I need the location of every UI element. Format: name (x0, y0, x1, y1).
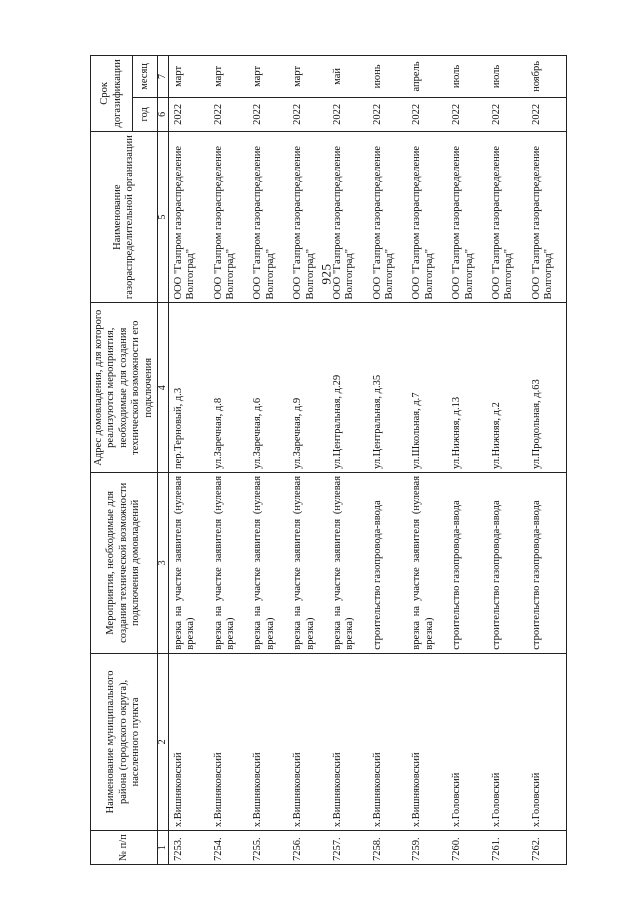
year-cell: 2022 (328, 97, 368, 131)
settlement-cell: х.Головский (447, 653, 487, 830)
table-row (407, 56, 447, 865)
row-number: 7257. (328, 831, 368, 865)
table-body (168, 56, 567, 865)
row-number: 7253. (168, 831, 208, 865)
header-measures: Мероприятия, необходимые для создания технической возможности подключения домовладений (91, 472, 158, 653)
column-number: 3 (157, 472, 168, 653)
month-cell: июнь (368, 56, 408, 98)
measure-cell: строительство газопровода-ввода (368, 472, 408, 653)
table-row (248, 56, 288, 865)
measure-cell: врезка на участке заявителя (нулевая врезка) (209, 472, 249, 653)
address-cell: ул.Нижняя, д.2 (487, 303, 527, 472)
header-address: Адрес домовладения, для которого реализуются мероприятия, необходимые для создания технической возможности его подключения (91, 303, 158, 472)
settlement-cell: х.Вишняковский (209, 653, 249, 830)
organization-cell: ООО "Газпром газораспределение Волгоград" (288, 131, 328, 303)
table-row (328, 56, 368, 865)
address-cell: ул.Заречная, д.9 (288, 303, 328, 472)
measure-cell: врезка на участке заявителя (нулевая врезка) (407, 472, 447, 653)
column-number: 1 (157, 831, 168, 865)
organization-cell: ООО "Газпром газораспределение Волгоград" (447, 131, 487, 303)
measure-cell: врезка на участке заявителя (нулевая врезка) (248, 472, 288, 653)
settlement-cell: х.Головский (527, 653, 567, 830)
header-settlement: Наименование муниципального района (городского округа), населенного пункта (91, 653, 158, 830)
month-cell: март (248, 56, 288, 98)
address-cell: ул.Заречная, д.6 (248, 303, 288, 472)
row-number: 7256. (288, 831, 328, 865)
table-row (288, 56, 328, 865)
year-cell: 2022 (168, 97, 208, 131)
settlement-cell: х.Вишняковский (288, 653, 328, 830)
month-cell: ноябрь (527, 56, 567, 98)
address-cell: ул.Центральная, д.35 (368, 303, 408, 472)
settlement-cell: х.Вишняковский (248, 653, 288, 830)
column-number: 7 (157, 56, 168, 98)
year-cell: 2022 (209, 97, 249, 131)
table-row (487, 56, 527, 865)
row-number: 7260. (447, 831, 487, 865)
address-cell: пер.Терновый, д.3 (168, 303, 208, 472)
address-cell: ул.Нижняя, д.13 (447, 303, 487, 472)
row-number: 7261. (487, 831, 527, 865)
column-number: 5 (157, 131, 168, 303)
settlement-cell: х.Вишняковский (407, 653, 447, 830)
header-organization: Наименование газораспределительной организации (91, 131, 158, 303)
organization-cell: ООО "Газпром газораспределение Волгоград" (368, 131, 408, 303)
header-month: месяц (133, 56, 158, 98)
year-cell: 2022 (487, 97, 527, 131)
header-year: год (133, 97, 158, 131)
organization-cell: ООО "Газпром газораспределение Волгоград" (328, 131, 368, 303)
organization-cell: ООО "Газпром газораспределение Волгоград" (407, 131, 447, 303)
column-number: 6 (157, 97, 168, 131)
month-cell: март (288, 56, 328, 98)
address-cell: ул.Продольная, д.63 (527, 303, 567, 472)
year-cell: 2022 (527, 97, 567, 131)
measure-cell: строительство газопровода-ввода (527, 472, 567, 653)
table-row (368, 56, 408, 865)
measure-cell: врезка на участке заявителя (нулевая врезка) (168, 472, 208, 653)
organization-cell: ООО "Газпром газораспределение Волгоград" (487, 131, 527, 303)
measure-cell: строительство газопровода-ввода (487, 472, 527, 653)
settlement-cell: х.Вишняковский (168, 653, 208, 830)
table-row (168, 56, 208, 865)
organization-cell: ООО "Газпром газораспределение Волгоград" (248, 131, 288, 303)
organization-cell: ООО "Газпром газораспределение Волгоград" (209, 131, 249, 303)
month-cell: июль (487, 56, 527, 98)
row-number: 7255. (248, 831, 288, 865)
row-number: 7254. (209, 831, 249, 865)
settlement-cell: х.Вишняковский (328, 653, 368, 830)
measure-cell: врезка на участке заявителя (нулевая врезка) (328, 472, 368, 653)
row-number: 7258. (368, 831, 408, 865)
column-number: 2 (157, 653, 168, 830)
measure-cell: врезка на участке заявителя (нулевая врезка) (288, 472, 328, 653)
address-cell: ул.Школьная, д.7 (407, 303, 447, 472)
month-cell: апрель (407, 56, 447, 98)
year-cell: 2022 (368, 97, 408, 131)
address-cell: ул.Заречная, д.8 (209, 303, 249, 472)
header-num: № п/п (91, 831, 158, 865)
organization-cell: ООО "Газпром газораспределение Волгоград" (527, 131, 567, 303)
row-number: 7262. (527, 831, 567, 865)
rotated-document (90, 55, 610, 865)
month-cell: май (328, 56, 368, 98)
organization-cell: ООО "Газпром газораспределение Волгоград" (168, 131, 208, 303)
year-cell: 2022 (248, 97, 288, 131)
gasification-table (90, 55, 567, 865)
column-number-row (157, 56, 168, 865)
year-cell: 2022 (288, 97, 328, 131)
address-cell: ул.Центральная, д.29 (328, 303, 368, 472)
table-row (447, 56, 487, 865)
settlement-cell: х.Головский (487, 653, 527, 830)
table-header (91, 56, 169, 865)
month-cell: июль (447, 56, 487, 98)
row-number: 7259. (407, 831, 447, 865)
table-row (209, 56, 249, 865)
table-row (527, 56, 567, 865)
month-cell: март (209, 56, 249, 98)
column-number: 4 (157, 303, 168, 472)
year-cell: 2022 (447, 97, 487, 131)
page-number: 925 (318, 263, 334, 285)
month-cell: март (168, 56, 208, 98)
settlement-cell: х.Вишняковский (368, 653, 408, 830)
measure-cell: строительство газопровода-ввода (447, 472, 487, 653)
year-cell: 2022 (407, 97, 447, 131)
header-deadline: Срок догазификации (91, 56, 133, 132)
